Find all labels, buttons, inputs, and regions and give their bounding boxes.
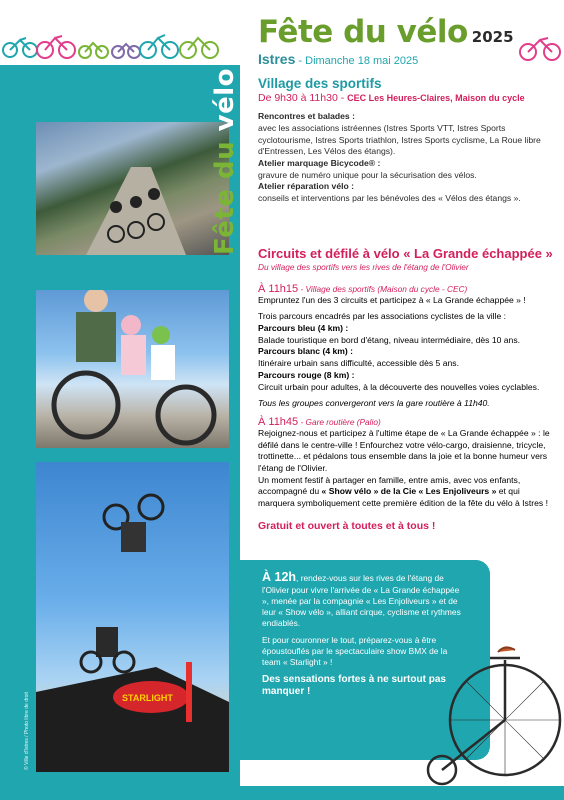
svg-text:STARLIGHT: STARLIGHT (122, 693, 173, 703)
penny-farthing-illustration (420, 610, 564, 790)
event-date: - Dimanche 18 mai 2025 (295, 55, 419, 67)
reparation-text: conseils et interventions par les bénévoles des « Vélos des étangs ». (258, 192, 521, 203)
page-title (258, 14, 514, 50)
cyclists-on-path-photo (36, 122, 229, 255)
parcours-rouge-text: Circuit urbain pour adultes, à la découverte des nouvelles voies cyclables. (258, 381, 540, 392)
t1-time: À 11h15 (258, 282, 299, 295)
parcours-blanc-text: Itinéraire urbain sans difficulté, accessible dès 5 ans. (258, 358, 459, 369)
t2-text: Rejoignez-nous et participez à l'ultime étape de « La Grande échappée » : le défilé dans le centre-ville ! Enfourchez votre vélo-cargo, draisienne, tricycle, trottinette... et pédalons tous ensemble dans la joie et la bonne humeur vers l'étang de l'Olivier. (258, 427, 550, 473)
marquage-label: Atelier marquage Bicycode® : (258, 157, 381, 168)
circuits-subtitle: Du village des sportifs vers les rives de l'étang de l'Olivier (258, 261, 469, 272)
circuits-title: Circuits et défilé à vélo « La Grande échappée » (258, 246, 553, 261)
t1-heading (258, 283, 554, 295)
page-subtitle (258, 51, 418, 67)
village-place: CEC Les Heures-Claires, Maison du cycle (347, 92, 525, 103)
t2-text2-a: Un moment festif à partager en famille, entre amis, avec vos enfants, accompagné du (258, 474, 521, 497)
parcours-bleu-label: Parcours bleu (4 km) : (258, 323, 349, 334)
t2-text2 (258, 475, 554, 510)
t2-place: - Gare routière (Palio) (298, 416, 381, 427)
bmx-show-photo (36, 462, 229, 772)
city-name: Istres (258, 51, 296, 67)
reparation-label: Atelier réparation vélo : (258, 181, 354, 192)
vertical-title-part1: Fête du (210, 140, 240, 255)
bottom-teal-strip (0, 786, 564, 800)
village-section (258, 76, 548, 205)
rencontres-label: Rencontres et balades : (258, 111, 355, 122)
bicycles-illustration (0, 0, 240, 65)
parcours-rouge-label: Parcours rouge (8 km) : (258, 369, 355, 380)
top-right-bike-icon (518, 30, 564, 62)
parcours-intro: Trois parcours encadrés par les associations cyclistes de la ville : (258, 311, 507, 322)
free-entry-callout: Gratuit et ouvert à toutes et à tous ! (258, 519, 436, 532)
t1-text: Empruntez l'un des 3 circuits et participez à « La Grande échappée » ! (258, 294, 526, 305)
noon-text3: Des sensations fortes à ne surtout pas manquer ! (262, 673, 446, 698)
vertical-title-part2: vélo (210, 68, 240, 132)
circuits-section (258, 247, 554, 532)
parcours-bleu-text: Balade touristique en bord d'étang, niveau intermédiaire, dès 10 ans. (258, 334, 521, 345)
t2-text2-b: « Show vélo » de la Cie « Les Enjoliveurs » (321, 486, 497, 497)
title-text: Fête du vélo (258, 14, 468, 50)
noon-text1: , rendez-vous sur les rives de l'étang de l'Olivier pour vivre l'arrivée de « La Grande échappée », menée par la compagnie « Les Enjoliveurs » et de leur « Show vélo », alliant cirque, cyclisme et rythmes endiablés. (262, 573, 461, 629)
marquage-text: gravure de numéro unique pour la sécurisation des vélos. (258, 169, 477, 180)
village-time-place (258, 92, 548, 106)
rencontres-text: avec les associations istréennes (Istres Sports VTT, Istres Sports cyclotourisme, Istres Sports triathlon, Istres Sports cyclisme, La Roue libre d'Entressen, Les Vélos des étangs). (258, 122, 541, 157)
family-cyclists-photo (36, 290, 229, 448)
top-bike-strip (0, 0, 240, 65)
t2-text2-c: et qui marquera symboliquement cette première édition de la fête du vélo à Istres ! (258, 486, 548, 509)
t1-place: - Village des sportifs (Maison du cycle - CEC) (298, 283, 468, 294)
photo-credit: © Ville d'Istres / Photo libre de droit (24, 692, 30, 770)
t2-time: À 11h45 (258, 415, 299, 428)
parcours-blanc-label: Parcours blanc (4 km) : (258, 346, 354, 357)
t2-heading (258, 416, 554, 428)
title-year: 2025 (471, 28, 514, 46)
village-time: De 9h30 à 11h30 - (258, 91, 348, 104)
village-title: Village des sportifs (258, 76, 382, 91)
vertical-event-title (210, 68, 240, 255)
noon-time: À 12h (262, 570, 297, 584)
converge-note: Tous les groupes convergeront vers la gare routière à 11h40. (258, 398, 490, 409)
noon-text2: Et pour couronner le tout, préparez-vous à être époustouflés par le spectaculaire show BMX de la team « Starlight » ! (262, 634, 448, 667)
